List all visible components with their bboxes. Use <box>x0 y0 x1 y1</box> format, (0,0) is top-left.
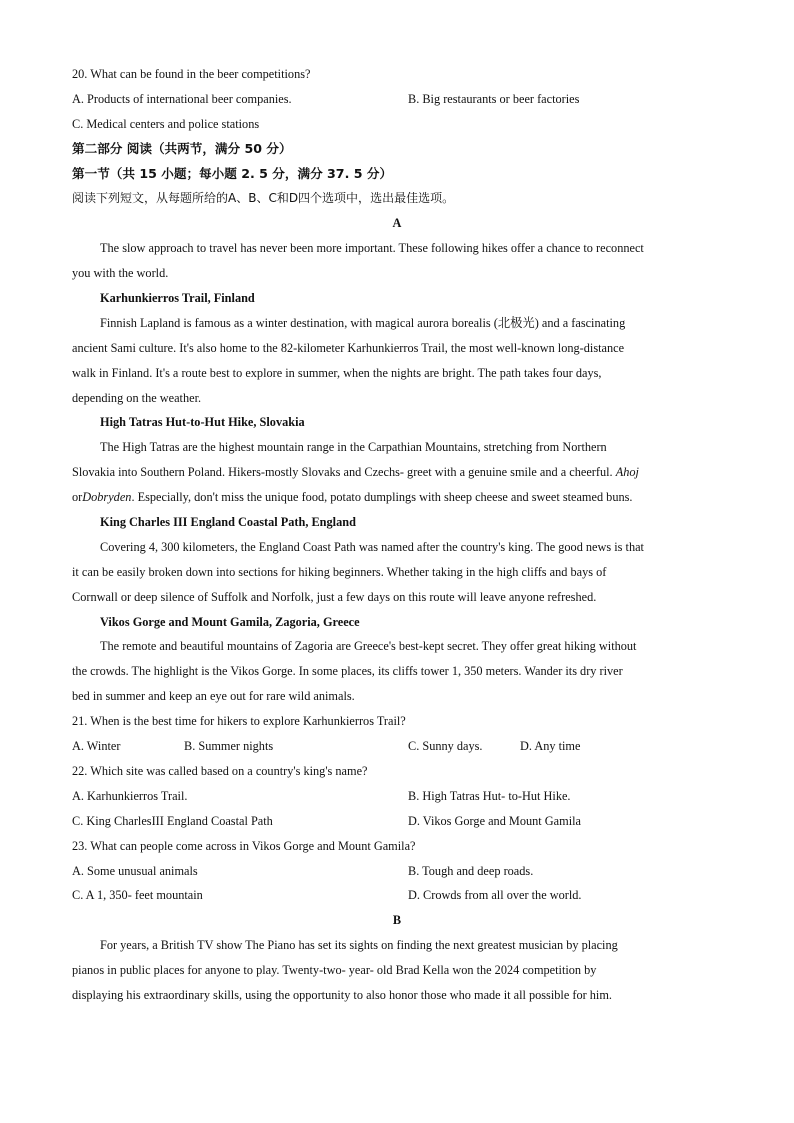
question-21-option-b: B. Summer nights <box>184 739 274 754</box>
paragraph-line: bed in summer and keep an eye out for rare wild animals. <box>72 689 355 704</box>
trail-heading-king-charles: King Charles III England Coastal Path, England <box>100 515 356 530</box>
paragraph-line: depending on the weather. <box>72 390 202 405</box>
reading-instruction: 阅读下列短文，从每题所给的A、B、C和D四个选项中，选出最佳选项。 <box>72 191 455 206</box>
question-23-option-c: C. A 1, 350- feet mountain <box>72 888 203 903</box>
paragraph-line <box>72 460 722 485</box>
question-21-options <box>72 734 722 759</box>
question-23-options-ab <box>72 859 722 884</box>
question-22-option-c: C. King CharlesIII England Coastal Path <box>72 813 273 828</box>
question-20-option-c: C. Medical centers and police stations <box>72 116 260 131</box>
question-21-stem: 21. When is the best time for hikers to explore Karhunkierros Trail? <box>72 714 406 729</box>
question-23-option-d: D. Crowds from all over the world. <box>408 888 582 903</box>
question-23-option-b: B. Tough and deep roads. <box>408 863 534 878</box>
question-22-stem: 22. Which site was called based on a country's king's name? <box>72 763 368 778</box>
question-22-option-b: B. High Tatras Hut- to-Hut Hike. <box>408 788 571 803</box>
paragraph-line: The remote and beautiful mountains of Zagoria are Greece's best-kept secret. They offer great hiking without <box>100 639 637 654</box>
paragraph-line: Cornwall or deep silence of Suffolk and Norfolk, just a few days on this route will leave anyone refreshed. <box>72 589 597 604</box>
section-one-heading: 第一节（共 15 小题；每小题 2. 5 分，满分 37. 5 分） <box>72 165 393 181</box>
passage-b-label: B <box>392 913 402 928</box>
question-21-option-c: C. Sunny days. <box>408 739 483 754</box>
question-21-option-d: D. Any time <box>520 739 581 754</box>
passage-a-intro-line: you with the world. <box>72 266 169 281</box>
question-22-option-d: D. Vikos Gorge and Mount Gamila <box>408 813 581 828</box>
question-22-options-cd <box>72 809 722 834</box>
paragraph-line: it can be easily broken down into sections for hiking beginners. Whether taking in the high cliffs and bays of <box>72 564 607 579</box>
trail-heading-vikos-gorge: Vikos Gorge and Mount Gamila, Zagoria, Greece <box>100 614 360 629</box>
trail-heading-high-tatras: High Tatras Hut-to-Hut Hike, Slovakia <box>100 415 305 430</box>
question-23-options-cd <box>72 883 722 908</box>
passage-a-intro-line: The slow approach to travel has never been more important. These following hikes offer a chance to reconnect <box>100 241 644 256</box>
question-21-option-a: A. Winter <box>72 739 121 754</box>
trail-heading-karhunkierros: Karhunkierros Trail, Finland <box>100 291 255 306</box>
paragraph-line: the crowds. The highlight is the Vikos Gorge. In some places, its cliffs tower 1, 350 meters. Wander its dry river <box>72 664 623 679</box>
paragraph-line: ancient Sami culture. It's also home to the 82-kilometer Karhunkierros Trail, the most well-known long-distance <box>72 340 625 355</box>
paragraph-line: The High Tatras are the highest mountain range in the Carpathian Mountains, stretching from Northern <box>100 440 607 455</box>
paragraph-line: displaying his extraordinary skills, using the opportunity to also honor those who made it all possible for him. <box>72 987 612 1002</box>
paragraph-text: or <box>72 490 83 505</box>
question-23-stem: 23. What can people come across in Vikos Gorge and Mount Gamila? <box>72 838 416 853</box>
passage-a-label: A <box>392 216 402 231</box>
question-22-options-ab <box>72 784 722 809</box>
part-two-heading: 第二部分 阅读（共两节，满分 50 分） <box>72 140 292 156</box>
question-20-option-b: B. Big restaurants or beer factories <box>408 91 580 106</box>
question-20-options-ab <box>72 87 722 112</box>
paragraph-text: Slovakia into Southern Poland. Hikers-mostly Slovaks and Czechs- greet with a genuine smile and a cheerful. <box>72 465 616 480</box>
paragraph-text: . Especially, don't miss the unique food, potato dumplings with sheep cheese and sweet steamed buns. <box>131 490 633 505</box>
question-20-option-a: A. Products of international beer companies. <box>72 91 292 106</box>
greeting-ahoj: Ahoj <box>615 465 639 480</box>
paragraph-line: For years, a British TV show The Piano has set its sights on finding the next greatest musician by placing <box>100 938 618 953</box>
exam-page <box>72 62 722 1008</box>
question-23-option-a: A. Some unusual animals <box>72 863 198 878</box>
paragraph-line: Covering 4, 300 kilometers, the England Coast Path was named after the country's king. The good news is that <box>100 539 644 554</box>
greeting-dobryden: Dobryden <box>82 490 132 505</box>
question-22-option-a: A. Karhunkierros Trail. <box>72 788 188 803</box>
paragraph-line <box>72 485 722 510</box>
paragraph-line: pianos in public places for anyone to play. Twenty-two- year- old Brad Kella won the 2024 competition by <box>72 963 597 978</box>
paragraph-line: walk in Finland. It's a route best to explore in summer, when the nights are bright. The path takes four days, <box>72 365 602 380</box>
paragraph-line: Finnish Lapland is famous as a winter destination, with magical aurora borealis (北极光) and a fascinating <box>100 315 626 330</box>
question-20-stem: 20. What can be found in the beer competitions? <box>72 67 311 81</box>
